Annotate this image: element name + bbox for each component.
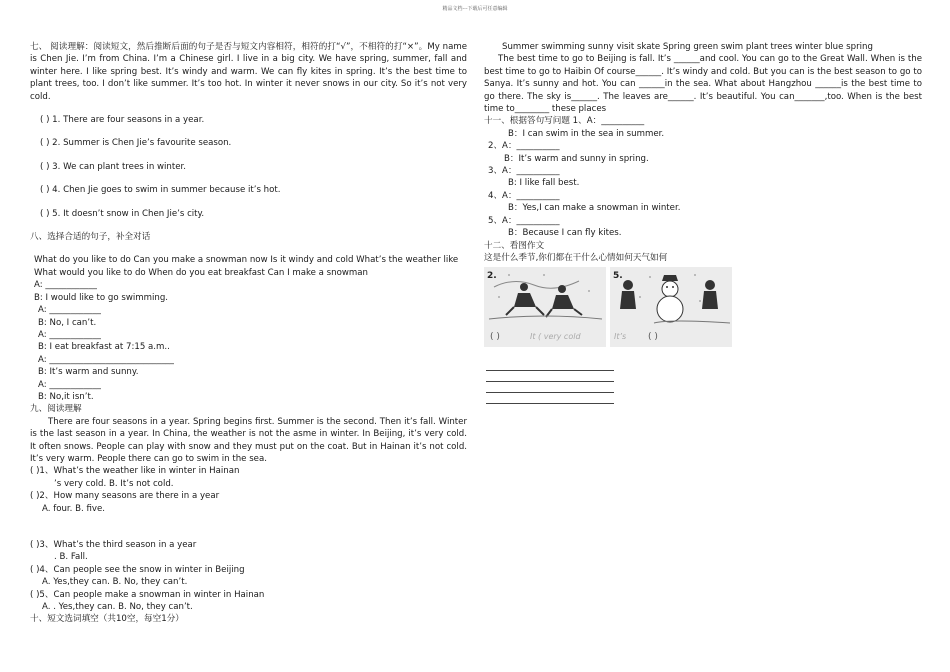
s7-item-5: ( ) 5. It doesn’t snow in Chen Jie’s city. <box>40 208 205 219</box>
s11-line: B：Because I can fly kites. <box>508 228 622 239</box>
s9-question-5: ( )5、Can people make a snowman in winter in Hainan <box>30 589 265 600</box>
s8-line: B: No, I can’t. <box>38 317 97 328</box>
s11-line: B: I like fall best. <box>508 178 580 189</box>
s9-question-4: ( )4、Can people see the snow in winter in Beijing <box>30 564 245 575</box>
picture-number: 5. <box>613 271 623 282</box>
snowman-illustration-icon <box>610 267 732 347</box>
s9-question-1: ( )1、What’s the weather like in winter in Hainan <box>30 466 240 477</box>
section-7-title-passage: 七、 阅读理解：阅读短文，然后推断后面的句子是否与短文内容相符，相符的打“√”，不相符的打“×”。My name is Chen Jie. I’m from China. I’m a Chinese girl. I live in a big city. We have spring, summer, fall and winter here. I like spring best. It’s windy and warm. We can fly kites in spring. It’s the best time to plant trees, too. I don’t like summer. It’s too hot. In winter it never snows in our city. So it’s not very cold. <box>30 42 467 102</box>
s9-passage: There are four seasons in a year. Spring begins first. Summer is the second. Then it’s fall. Winter is the last season in a year. In China, the weather is not the asme in winter. In Beijing, it’s very cold. It often snows. People can play with snow and they must put on the coat. But in Hainan it’s not cold. It’s very warm. People there can go to swim in the sea. <box>30 416 467 464</box>
s9-question-3: ( )3、What’s the third season in a year <box>30 540 197 550</box>
s10-passage: The best time to go to Beijing is fall. It’s ______and cool. You can go to the Great Wall. When is the best time to go to Haibin Of course______. It’s windy and cold. But you can is the best season to go to Sanya. It’s sunny and hot. You can ______in the sea. What about Hangzhou ______is the best time to go there. The sky is______. The leaves are______. It’s beautiful. You can_______,too. When is the best time to________ these places <box>484 54 922 115</box>
picture-row <box>484 267 922 347</box>
s11-line: 4、A：__________ <box>488 190 560 201</box>
skating-illustration-icon <box>484 267 606 347</box>
winter-skating-picture <box>484 267 606 347</box>
s8-line: A: ____________ <box>38 305 101 316</box>
section-10-title: 十、短文选词填空（共10空，每空1分） <box>30 614 184 625</box>
picture-caption: It ( very cold <box>530 332 581 342</box>
s8-line: A: _____________________________ <box>38 354 174 365</box>
s9-question-3-options: . B. Fall. <box>54 552 88 563</box>
s7-item-1: ( ) 1. There are four seasons in a year. <box>40 115 205 126</box>
picture-text: ( ) <box>648 332 658 343</box>
picture-caption: It’s <box>614 332 627 342</box>
s7-item-3: ( ) 3. We can plant trees in winter. <box>40 161 186 172</box>
right-column <box>484 41 922 404</box>
writing-line[interactable] <box>486 393 614 404</box>
s8-line: A: ____________ <box>38 329 101 340</box>
picture-number: 2. <box>487 271 497 282</box>
s11-line: 3、A：__________ <box>488 166 560 177</box>
s11-line: B：Yes,I can make a snowman in winter. <box>508 203 681 214</box>
page-header: 精品文档---下载后可任意编辑 <box>442 6 508 12</box>
section-12-title: 十二、看图作文 <box>484 240 545 251</box>
s8-options: What do you like to do Can you make a snowman now Is it windy and cold What’s the weather like What would you like to do When do you eat breakfast Can I make a snowman <box>34 255 459 278</box>
s8-line: B: I eat breakfast at 7:15 a.m.. <box>38 342 170 353</box>
s8-line: B: No,it isn’t. <box>38 391 94 402</box>
writing-line[interactable] <box>486 360 614 371</box>
s9-question-5-options: A. . Yes,they can. B. No, they can’t. <box>42 602 193 613</box>
s11-line: B：I can swim in the sea in summer. <box>508 128 665 139</box>
writing-line[interactable] <box>486 382 614 393</box>
writing-lines <box>484 360 922 404</box>
left-column <box>30 41 467 626</box>
s7-item-2: ( ) 2. Summer is Chen Jie’s favourite season. <box>40 138 232 149</box>
writing-line[interactable] <box>486 371 614 382</box>
s9-question-1-options: ’s very cold. B. It’s not cold. <box>54 478 174 489</box>
s8-line: A: ____________ <box>38 379 101 390</box>
picture-text: ( ) <box>490 332 500 343</box>
s9-question-2-options: A. four. B. five. <box>42 503 106 514</box>
s10-word-bank: Summer swimming sunny visit skate Spring green swim plant trees winter blue spring <box>502 42 873 52</box>
s7-item-4: ( ) 4. Chen Jie goes to swim in summer because it’s hot. <box>40 185 281 196</box>
s8-line: A: ____________ <box>34 280 97 291</box>
section-11-title: 十一、根据答句写问题 1、A：__________ <box>484 116 645 127</box>
s12-prompt: 这是什么季节,你们都在干什么心情如何天气如何 <box>484 252 668 263</box>
s9-question-2: ( )2、How many seasons are there in a year <box>30 491 220 502</box>
s8-line: B: It’s warm and sunny. <box>38 367 139 378</box>
s8-line: B: I would like to go swimming. <box>34 292 169 303</box>
section-8-title: 八、选择合适的句子，补全对话 <box>30 232 151 243</box>
s11-line: 5、A：__________ <box>488 215 560 226</box>
section-9-title: 九、阅读理解 <box>30 404 82 415</box>
s9-question-4-options: A. Yes,they can. B. No, they can’t. <box>42 577 188 588</box>
snowman-picture <box>610 267 732 347</box>
s11-line: B：It’s warm and sunny in spring. <box>504 153 649 164</box>
s11-line: 2、A：__________ <box>488 141 560 152</box>
